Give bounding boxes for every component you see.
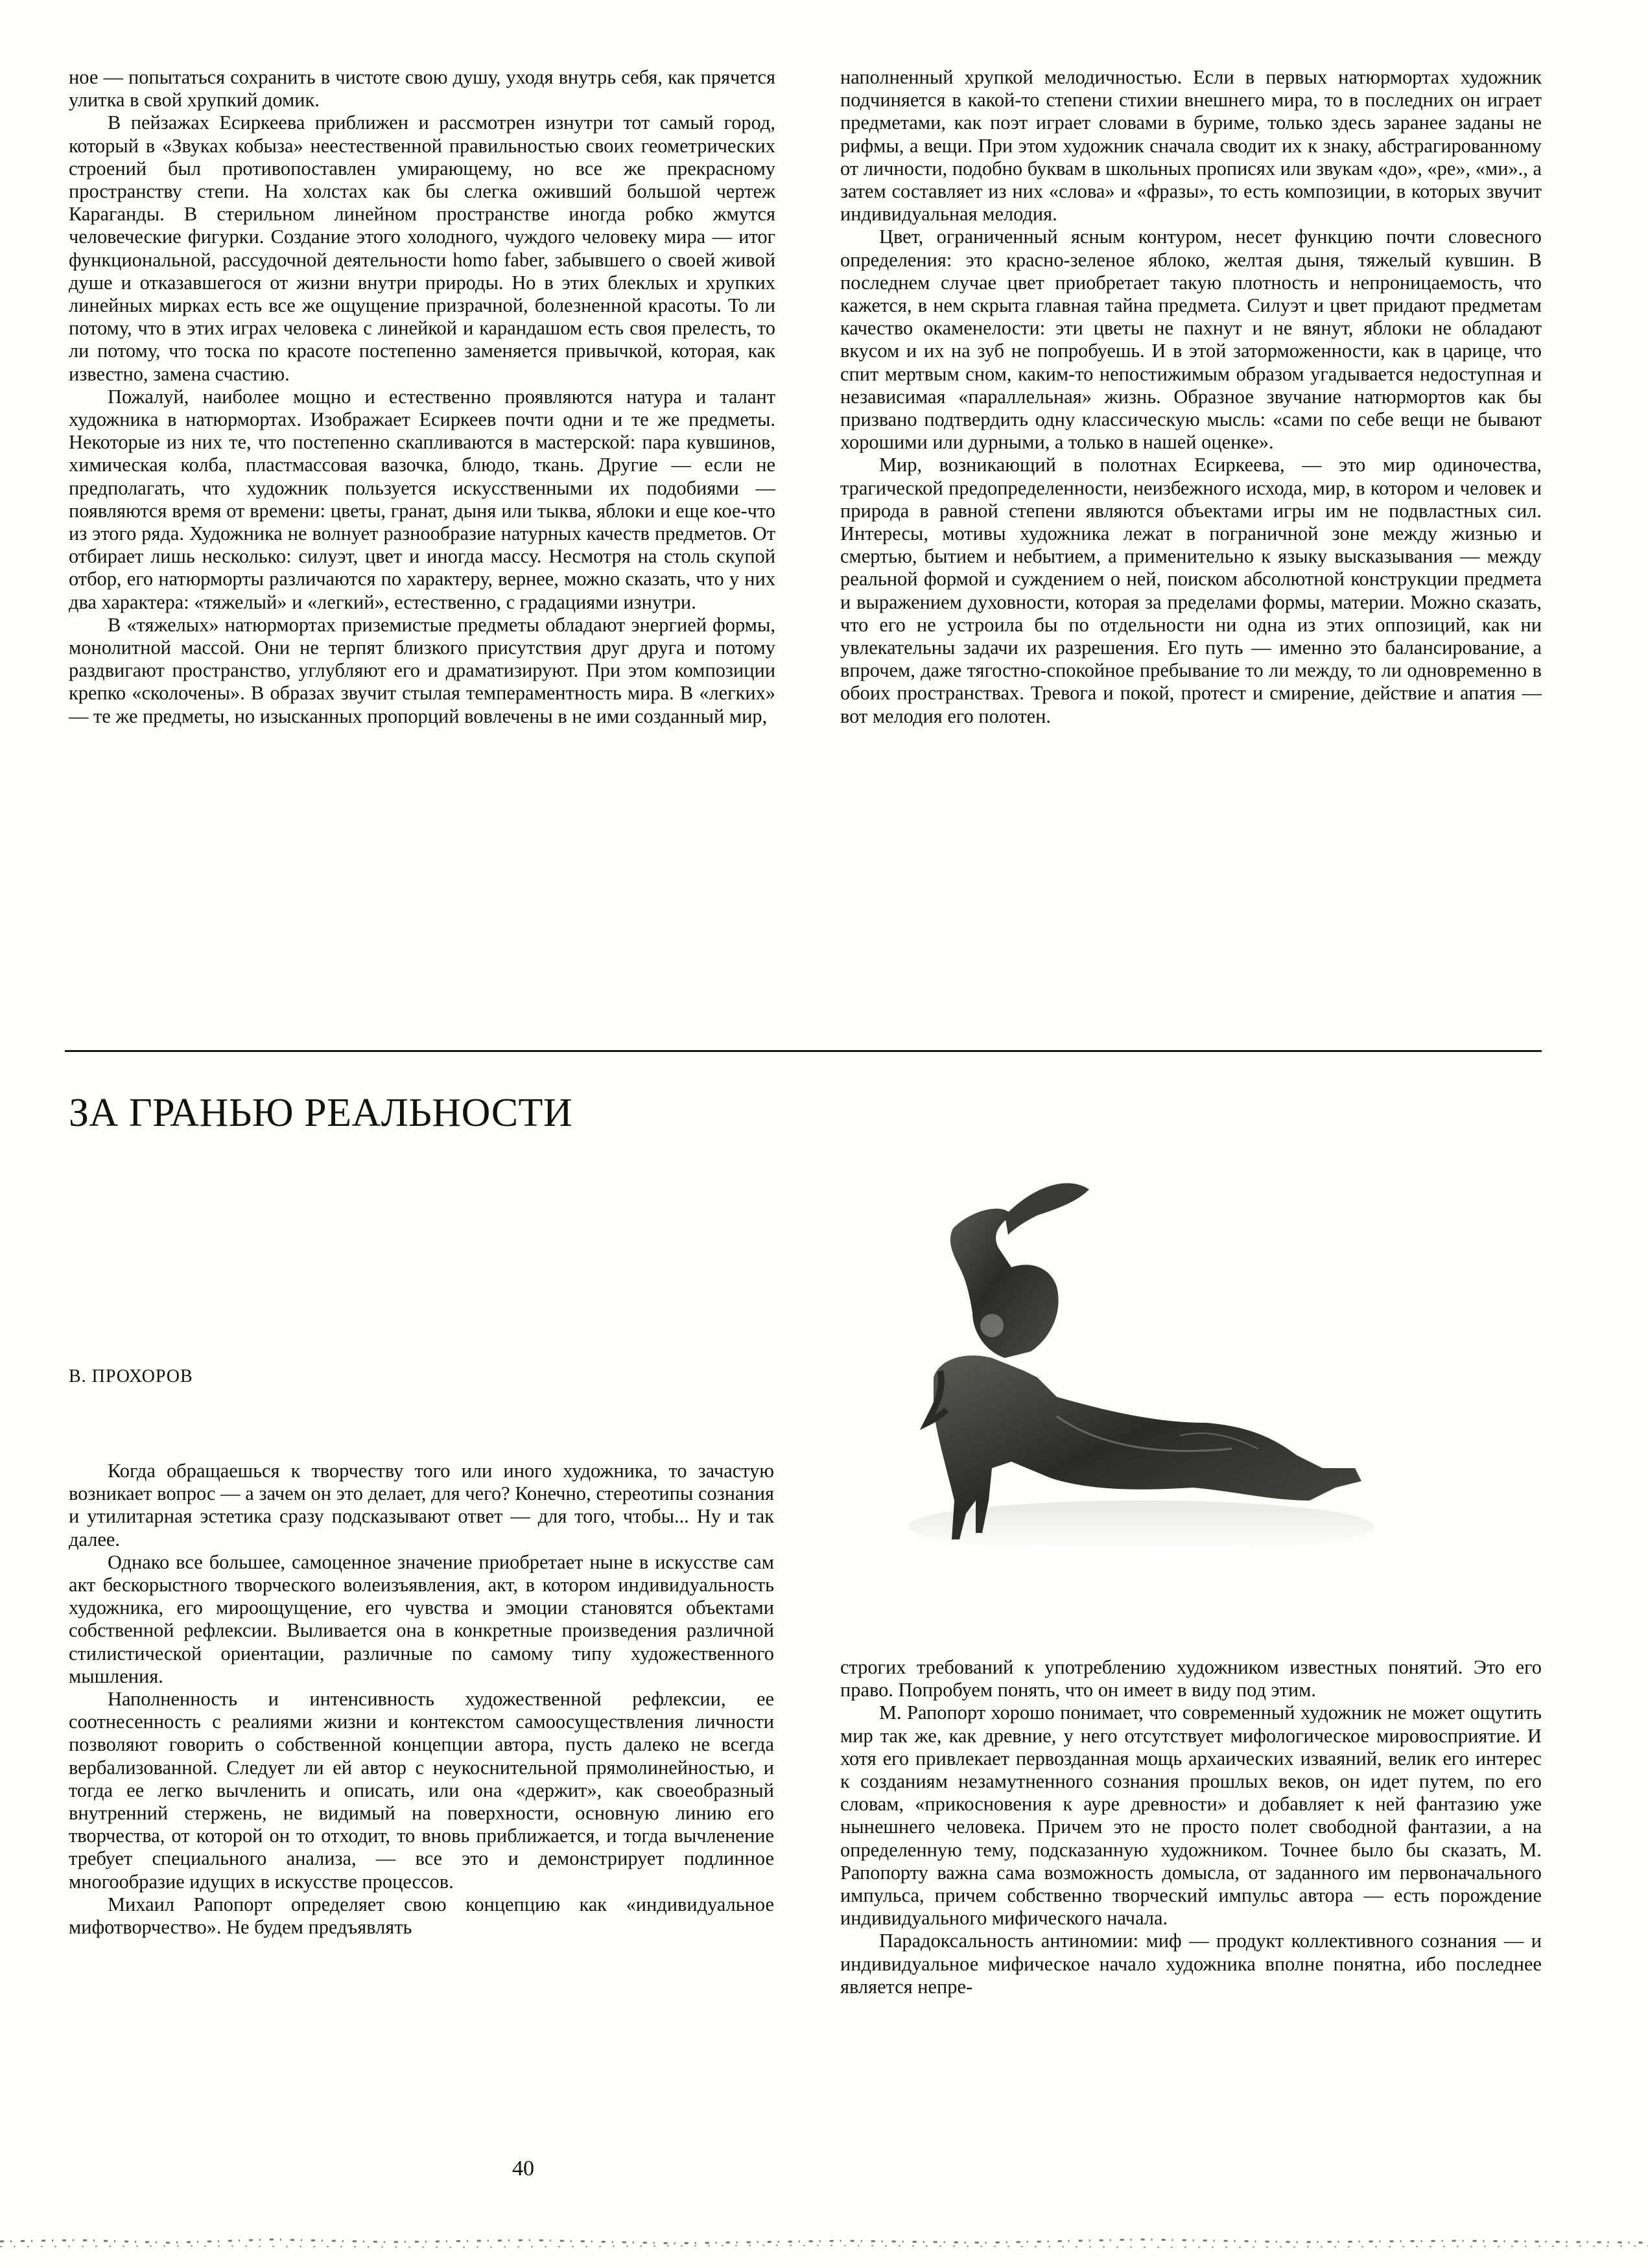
- paragraph: Наполненность и интенсивность художественной рефлексии, ее соотнесенность с реалиями жизни и контекстом самоосуществления личности позволяют говорить о собственной концепции автора, пусть далеко не всегда вербализованной. Следует ли ей автор с неукоснительной прямолинейностью, и тогда ее легко вычленить и описать, или она «держит», как своеобразный внутренний стержень, не видимый на поверхности, основную линию его творчества, от которой он то отходит, то вновь приближается, и тогда вычленение требует специального анализа, — все это и демонстрирует подлинное многообразие идущих в искусстве процессов.: [69, 1688, 774, 1893]
- paragraph: Парадоксальность антиномии: миф — продукт коллективного сознания — и индивидуальное мифическое начало художника вполне понятна, ибо последнее является непре-: [840, 1930, 1542, 1998]
- top-article-left-column: [69, 66, 775, 728]
- paragraph: В пейзажах Есиркеева приближен и рассмотрен изнутри тот самый город, который в «Звуках кобыза» неестественной правильностью своих геометрических строений был противопоставлен умирающему, но все же прекрасному пространству степи. На холстах как бы слегка оживший большой чертеж Караганды. В стерильном линейном пространстве иногда робко жмутся человеческие фигурки. Создание этого холодного, чуждого человеку мира — итог функциональной, рассудочной деятельности homo faber, забывшего о своей живой душе и отказавшегося от жизни внутри природы. Но в этих блеклых и хрупких линейных мирках есть все же ощущение призрачной, болезненной красоты. То ли потому, что в этих играх человека с линейкой и карандашом есть своя прелесть, то ли потому, что тоска по красоте постепенно заменяется привычкой, которая, как известно, замена счастию.: [69, 111, 775, 385]
- bottom-article-right-column: [840, 1656, 1542, 1998]
- paragraph: Когда обращаешься к творчеству того или иного художника, то зачастую возникает вопрос — а зачем он это делает, для чего? Конечно, стереотипы сознания и утилитарная эстетика сразу подсказывают ответ — для того, чтобы... Ну и так далее.: [69, 1460, 774, 1550]
- article-author: В. ПРОХОРОВ: [69, 1366, 193, 1386]
- paragraph: Пожалуй, наиболее мощно и естественно проявляются натура и талант художника в натюрмортах. Изображает Есиркеев почти одни и те же предметы. Некоторые из них те, что постепенно скапливаются в мастерской: пара кувшинов, химическая колба, пластмассовая вазочка, блюдо, ткань. Другие — если не предполагать, что художник пользуется искусственными их подобиями — появляются время от времени: цветы, гранат, дыня или тыква, яблоки и еще кое-что из этого ряда. Художника не волнует разнообразие натурных качеств предметов. От отбирает лишь несколько: силуэт, цвет и иногда массу. Несмотря на столь скупой отбор, его натюрморты различаются по характеру, вернее, можно сказать, что у них два характера: «тяжелый» и «легкий», естественно, с градациями изнутри.: [69, 385, 775, 613]
- paragraph: М. Рапопорт хорошо понимает, что современный художник не может ощутить мир так же, как древние, у него отсутствует мифологическое мировосприятие. И хотя его привлекает первозданная мощь архаических изваяний, велик его интерес к созданиям незамутненного сознания прошлых веков, он идет путем, по его словам, «прикосновения к ауре древности» и добавляет к ней фантазию уже нынешнего человека. Причем это не просто полет свободной фантазии, а на определенную тему, подсказанную художником. Точнее было бы сказать, М. Рапопорту важна сама возможность домысла, от заданного им первоначального импульса, причем собственно творческий импульс автора — есть порождение индивидуального мифического начала.: [840, 1701, 1542, 1930]
- page-number: 40: [512, 2157, 534, 2180]
- section-divider: [65, 1050, 1542, 1052]
- paragraph: Михаил Рапопорт определяет свою концепцию как «индивидуальное мифотворчество». Не будем предъявлять: [69, 1893, 774, 1939]
- paragraph: строгих требований к употреблению художником известных понятий. Это его право. Попробуем понять, что он имеет в виду под этим.: [840, 1656, 1542, 1701]
- top-article-right-column: [840, 66, 1542, 728]
- sculpture-photo: [843, 1163, 1387, 1578]
- paragraph: наполненный хрупкой мелодичностью. Если в первых натюрмортах художник подчиняется в какой-то степени стихии внешнего мира, то в последних он играет предметами, как поэт играет словами в буриме, только здесь заранее заданы не рифмы, а вещи. При этом художник сначала сводит их к знаку, абстрагированному от личности, подобно буквам в школьных прописях или звукам «до», «ре», «ми»., а затем составляет из них «слова» и «фразы», то есть композиции, в которых звучит индивидуальная мелодия.: [840, 66, 1542, 226]
- paragraph: Мир, возникающий в полотнах Есиркеева, — это мир одиночества, трагической предопределенности, неизбежного исхода, мир, в котором и человек и природа в равной степени являются объектами игры им не подвластных сил. Интересы, мотивы художника лежат в пограничной зоне между жизнью и смертью, бытием и небытием, а применительно к языку высказывания — между реальной формой и суждением о ней, поиском абсолютной конструкции предмета и выражением духовности, которая за пределами формы, материи. Можно сказать, что его не устроила бы по отдельности ни одна из этих оппозиций, как ни увлекательны задачи их разрешения. Его путь — именно это балансирование, а впрочем, даже тягостно-спокойное пребывание то ли между, то ли одновременно в обоих пространствах. Тревога и покой, протест и смирение, действие и апатия — вот мелодия его полотен.: [840, 454, 1542, 727]
- paragraph: Цвет, ограниченный ясным контуром, несет функцию почти словесного определения: это красно-зеленое яблоко, желтая дыня, тяжелый кувшин. В последнем случае цвет приобретает такую плотность и непроницаемость, что кажется, в нем скрыта главная тайна предмета. Силуэт и цвет придают предметам качество окаменелости: эти цветы не пахнут и не вянут, яблоки не обладают вкусом и их на зуб не попробуешь. И в этой заторможенности, как в царице, что спит мертвым сном, каким-то непостижимым образом угадывается недоступная и независимая «параллельная» жизнь. Образное звучание натюрмортов как бы призвано подтвердить одну классическую мысль: «сами по себе вещи не бывают хорошими или дурными, а только в нашей оценке».: [840, 226, 1542, 454]
- scan-noise-strip: [0, 2230, 1648, 2256]
- article-heading: ЗА ГРАНЬЮ РЕАЛЬНОСТИ: [69, 1091, 573, 1135]
- paragraph: В «тяжелых» натюрмортах приземистые предметы обладают энергией формы, монолитной массой. Они не терпят близкого присутствия друг друга и потому раздвигают пространство, углубляют его и драматизируют. При этом композиции крепко «сколочены». В образах звучит стылая темпераментность мира. В «легких» — те же предметы, но изысканных пропорций вовлечены в не ими созданный мир,: [69, 613, 775, 727]
- paragraph: Однако все большее, самоценное значение приобретает ныне в искусстве сам акт бескорыстного творческого волеизъявления, акт, в котором индивидуальность художника, его мироощущение, его чувства и эмоции становятся объектами собственной рефлексии. Выливается она в конкретные произведения различной стилистической ориентации, различные по самому типу художественного мышления.: [69, 1550, 774, 1687]
- bottom-article-left-column: [69, 1460, 774, 1939]
- paragraph: ное — попытаться сохранить в чистоте свою душу, уходя внутрь себя, как прячется улитка в свой хрупкий домик.: [69, 66, 775, 111]
